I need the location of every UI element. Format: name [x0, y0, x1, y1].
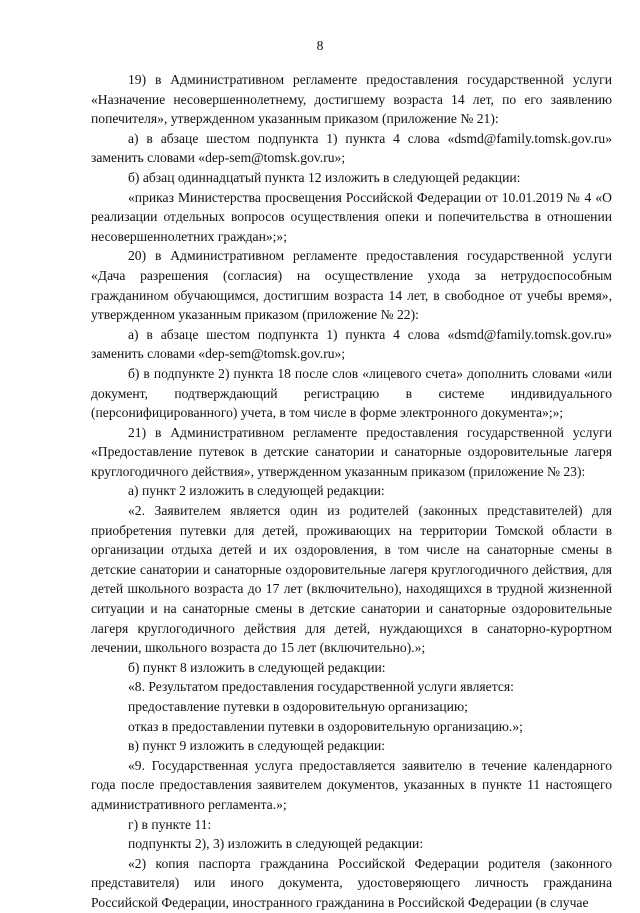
paragraph-19a: а) в абзаце шестом подпункта 1) пункта 4 слова «dsmd@family.tomsk.gov.ru» заменить словами «dep-sem@tomsk.gov.ru»; — [91, 130, 612, 166]
paragraph-21g-sub: подпункты 2), 3) изложить в следующей редакции: — [128, 836, 424, 852]
paragraph-21v: в) пункт 9 изложить в следующей редакции: — [128, 738, 386, 754]
paragraph-19: 19) в Административном регламенте предоставления государственной услуги «Назначение несовершеннолетнему, достигшему возраста 14 лет, по его заявлению попечителя», утвержденном указанным приказом (приложение № 21): — [91, 72, 612, 127]
paragraph-21g-quote: «2) копия паспорта гражданина Российской Федерации родителя (законного представителя) или иного документа, удостоверяющего личность гражданина Российской Федерации, иностранного гражданина в Российской Федерации (в случае — [91, 855, 612, 910]
paragraph-21a: а) пункт 2 изложить в следующей редакции: — [128, 483, 385, 499]
paragraph-19b: б) абзац одиннадцатый пункта 12 изложить в следующей редакции: — [128, 169, 521, 185]
document-body — [91, 70, 612, 913]
paragraph-20a: а) в абзаце шестом подпункта 1) пункта 4 слова «dsmd@family.tomsk.gov.ru» заменить словами «dep-sem@tomsk.gov.ru»; — [91, 326, 612, 362]
paragraph-20b: б) в подпункте 2) пункта 18 после слов «лицевого счета» дополнить словами «или документ, подтверждающий регистрацию в системе индивидуального (персонифицированного) учета, в том числе в форме электронного документа»;»; — [91, 365, 612, 421]
page-number: 8 — [316, 38, 324, 53]
paragraph-20: 20) в Административном регламенте предоставления государственной услуги «Дача разрешения (согласия) на осуществление ухода за нетрудоспособным гражданином обучающимся, достигшим возраста 14 лет, в свободное от учебы время», утвержденном указанным приказом (приложение № 22): — [91, 248, 612, 323]
paragraph-21g: г) в пункте 11: — [128, 816, 212, 832]
paragraph-21: 21) в Административном регламенте предоставления государственной услуги «Предоставление путевок в детские санатории и санаторные оздоровительные лагеря круглогодичного действия», утвержденном указанным приказом (приложение № 23): — [91, 424, 612, 479]
paragraph-21b-item2: отказ в предоставлении путевки в оздоровительную организацию.»; — [128, 718, 523, 734]
paragraph-21b-item1: предоставление путевки в оздоровительную организацию; — [128, 699, 468, 714]
paragraph-19b-quote: «приказ Министерства просвещения Российской Федерации от 10.01.2019 № 4 «О реализации отдельных вопросов осуществления опеки и попечительства в отношении несовершеннолетних граждан»;»; — [91, 189, 612, 244]
paragraph-21b-quote: «8. Результатом предоставления государственной услуги является: — [128, 679, 514, 695]
paragraph-21v-quote: «9. Государственная услуга предоставляется заявителю в течение календарного года после предоставления заявителем документов, указанных в пункте 11 настоящего административного регламента.»; — [91, 757, 612, 812]
paragraph-21b: б) пункт 8 изложить в следующей редакции: — [128, 659, 386, 675]
paragraph-21a-quote: «2. Заявителем является один из родителей (законных представителей) для приобретения путевки для детей, проживающих на территории Томской области в организации отдыха детей и их оздоровления, в том числе на санаторные смены в детские санатории и санаторные оздоровительные лагеря круглогодичного действия, для детей школьного возраста до 17 лет (включительно), находящихся в трудной жизненной ситуации и на санаторные смены в детские санатории и санаторные оздоровительные лагеря круглогодичного действия для детей, нуждающихся в санаторно-курортном лечении, школьного возраста до 15 лет (включительно).»; — [91, 503, 612, 656]
